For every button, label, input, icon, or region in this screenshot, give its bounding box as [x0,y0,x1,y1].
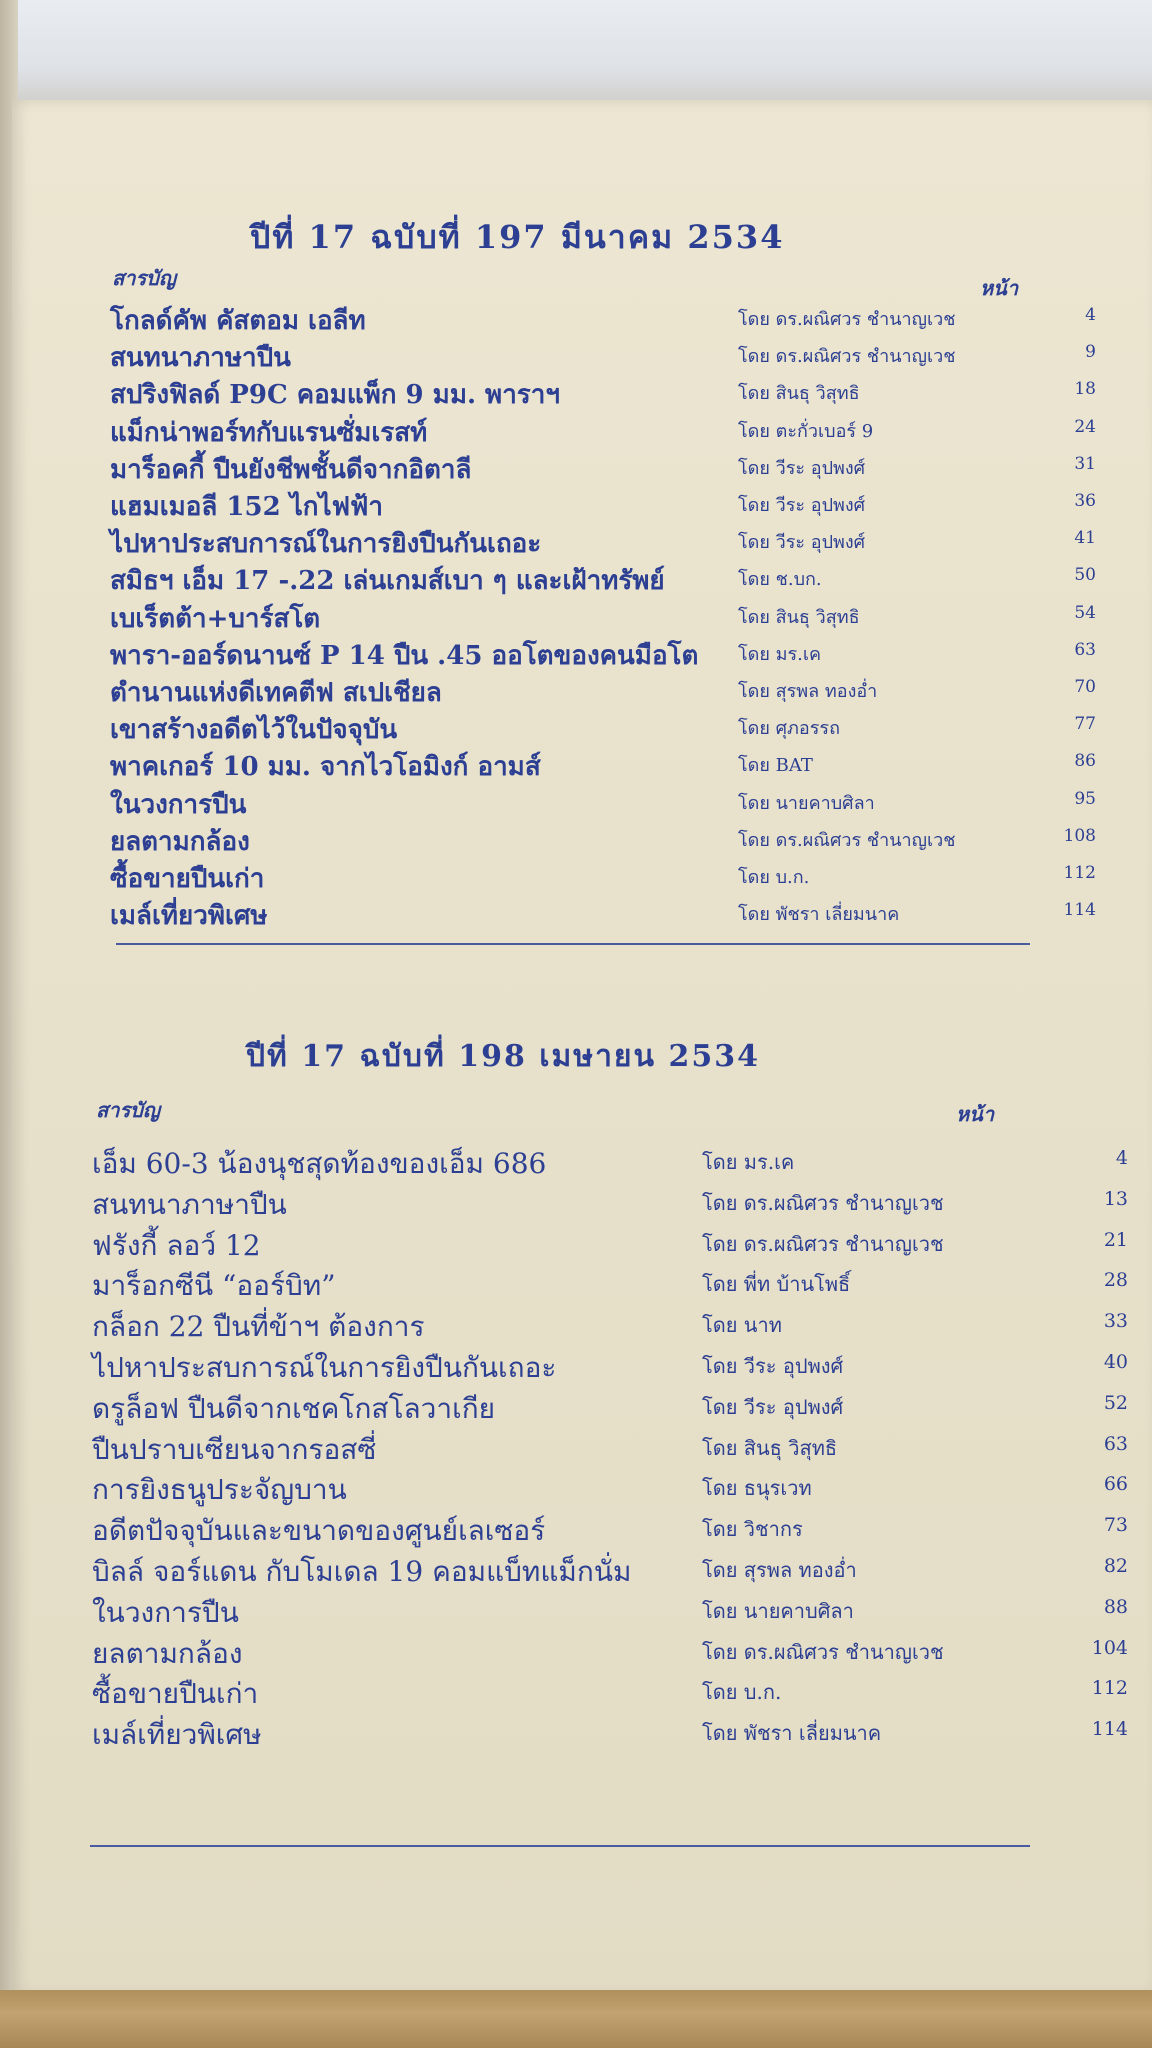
entry-page-number: 77 [1074,714,1096,735]
entry-title: อดีตปัจจุบันและขนาดของศูนย์เลเซอร์ [92,1514,546,1548]
entry-author: โดย วีระ อุปพงศ์ [702,1394,844,1419]
entry-author: โดย พัชรา เลี่ยมนาค [738,904,900,926]
entry-page-number: 114 [1091,1718,1128,1741]
entry-title: บิลล์ จอร์แดน กับโมเดล 19 คอมแบ็ทแม็กนั่ม [92,1555,632,1588]
entry-page-number: 24 [1074,416,1096,437]
entry-author: โดย วีระ อุปพงศ์ [738,457,866,479]
entry-author: โดย ธนุรเวท [702,1476,812,1501]
entry-author: โดย ดร.ผณิศวร ชำนาญเวช [738,829,956,851]
entry-title: ในวงการปืน [110,789,247,820]
entry-author: โดย วิชากร [702,1517,803,1542]
toc-entry [92,1142,1128,1180]
entry-page-number: 50 [1074,565,1096,586]
entry-author: โดย ช.บก. [738,569,822,591]
entry-author: โดย บ.ก. [738,867,810,888]
entry-title: สมิธฯ เอ็ม 17 -.22 เล่นเกมส์เบา ๆ และเฝ้าทรัพย์ [110,566,665,597]
toc-entry [92,1632,1128,1670]
toc-entry [110,635,1110,669]
entry-author: โดย สุรพล ทองอ่ำ [738,681,878,702]
toc-entry [110,858,1110,892]
toc-entry [110,523,1110,560]
entry-page-number: 82 [1103,1555,1128,1577]
entry-title: ในวงการปืน [92,1595,239,1629]
entry-page-number: 41 [1074,528,1096,549]
entry-page-number: 104 [1091,1636,1128,1659]
entry-page-number: 4 [1085,305,1096,325]
entry-page-number: 63 [1074,639,1096,660]
entry-author: โดย สินธุ วิสุทธิ [738,383,860,405]
entry-page-number: 114 [1063,900,1096,921]
section-divider [116,943,1030,945]
entry-title: ดรูล็อฟ ปืนดีจากเชคโกสโลวาเกีย [92,1391,496,1425]
toc-entry [92,1713,1128,1752]
entry-title: ฟรังกี้ ลอว์ 12 [92,1228,261,1262]
entry-page-number: 52 [1103,1391,1128,1414]
entry-page-number: 31 [1074,453,1096,474]
entry-title: เมล์เที่ยวพิเศษ [110,901,268,932]
entry-page-number: 66 [1103,1473,1128,1496]
toc-entry [110,560,1110,597]
issue-198-title: ปีที่ 17 ฉบับที่ 198 เมษายน 2534 [246,1039,760,1074]
entry-title: ตำนานแห่งดีเทคตีฟ สเปเชียล [110,678,442,708]
toc-entry [110,374,1110,411]
entry-title: มาร็อกซีนี “ออร์บิท” [92,1269,336,1303]
entry-title: มาร็อคกี้ ปืนยังชีพชั้นดีจากอิตาลี [110,454,472,485]
entry-title: ปืนปราบเซียนจากรอสซี่ [92,1432,377,1466]
toc-entry [110,709,1110,746]
toc-entry [92,1468,1128,1507]
entry-author: โดย บ.ก. [702,1680,782,1705]
toc-entry [92,1305,1128,1344]
toc-entry [110,895,1110,932]
toc-entry [110,486,1110,520]
entry-page-number: 70 [1074,677,1096,697]
entry-title: เมล์เที่ยวพิเศษ [92,1718,262,1752]
entry-title: ยลตามกล้อง [110,826,250,857]
entry-title: เบเร็ตต้า+บาร์สโต [110,603,321,634]
toc-entry [92,1264,1128,1303]
entry-page-number: 95 [1074,788,1096,809]
entry-author: โดย นายคาบศิลา [702,1598,854,1623]
entry-page-number: 108 [1063,825,1096,846]
entry-page-number: 112 [1091,1677,1128,1700]
entry-title: ไปหาประสบการณ์ในการยิงปืนกันเถอะ [92,1351,557,1384]
issue-198-page-label: หน้า [956,1102,995,1126]
toc-entry [110,821,1110,855]
entry-title: ซื้อขายปืนเก่า [92,1677,259,1711]
toc-entry [92,1224,1128,1262]
entry-page-number: 88 [1103,1595,1128,1618]
toc-entry [92,1509,1128,1548]
entry-page-number: 21 [1103,1228,1128,1251]
entry-author: โดย ดร.ผณิศวร ชำนาญเวช [738,309,956,330]
entry-page-number: 9 [1085,342,1096,363]
toc-entry [110,598,1110,632]
entry-author: โดย มร.เค [702,1150,795,1174]
entry-author: โดย วีระ อุปพงศ์ [738,495,866,516]
entry-author: โดย สุรพล ทองอ่ำ [702,1558,857,1582]
entry-page-number: 13 [1103,1187,1128,1210]
entry-author: โดย สินธุ วิสุทธิ [738,606,860,628]
entry-author: โดย พัชรา เลี่ยมนาค [702,1721,882,1746]
toc-entry [110,337,1110,374]
table-surface [0,1990,1152,2048]
entry-page-number: 63 [1103,1432,1128,1455]
entry-page-number: 86 [1074,751,1096,772]
entry-title: การยิงธนูประจัญบาน [92,1473,347,1507]
entry-page-number: 36 [1074,491,1096,511]
entry-author: โดย ดร.ผณิศวร ชำนาญเวช [738,346,956,368]
entry-title: แม็กน่าพอร์ทกับแรนซั่มเรสท์ [110,417,428,448]
issue-197-title: ปีที่ 17 ฉบับที่ 197 มีนาคม 2534 [250,218,785,256]
entry-title: ซื้อขายปืนเก่า [110,864,265,894]
entry-author: โดย นายคาบศิลา [738,792,875,814]
toc-entry [92,1183,1128,1221]
entry-page-number: 73 [1103,1514,1128,1537]
entry-author: โดย นาท [702,1313,782,1338]
entry-title: ยลตามกล้อง [92,1636,243,1670]
entry-title: เอ็ม 60-3 น้องนุชสุดท้องของเอ็ม 686 [92,1147,547,1180]
toc-entry [92,1672,1128,1711]
toc-entry [110,784,1110,818]
entry-title: พาคเกอร์ 10 มม. จากไวโอมิงก์ อามส์ [110,752,541,783]
entry-author: โดย สินธุ วิสุทธิ [702,1435,838,1460]
entry-author: โดย มร.เค [738,643,822,665]
entry-page-number: 33 [1103,1310,1128,1333]
entry-title: โกลด์คัพ คัสตอม เอลีท [110,306,366,336]
entry-author: โดย พี่ท บ้านโพธิ์ [702,1272,851,1297]
entry-title: สนทนาภาษาปืน [110,343,291,374]
entry-author: โดย วีระ อุปพงศ์ [702,1354,844,1378]
entry-title: สนทนาภาษาปืน [92,1187,287,1221]
entry-author: โดย ดร.ผณิศวร ชำนาญเวช [702,1190,944,1215]
entry-page-number: 18 [1074,379,1096,400]
issue-198-toc-label: สารบัญ [96,1098,160,1122]
toc-entry [110,449,1110,483]
entry-page-number: 28 [1103,1269,1128,1292]
toc-entry [92,1591,1128,1629]
bottom-rule [90,1845,1030,1847]
entry-title: ไปหาประสบการณ์ในการยิงปืนกันเถอะ [110,529,542,560]
entry-author: โดย BAT [738,755,813,777]
toc-entry [92,1550,1128,1588]
entry-title: กล็อก 22 ปืนที่ข้าฯ ต้องการ [92,1310,425,1344]
toc-entry [110,300,1110,334]
entry-page-number: 40 [1103,1351,1128,1373]
entry-title: แฮมเมอลี 152 ไกไฟฟ้า [110,492,384,522]
toc-entry [110,746,1110,783]
toc-entry [110,672,1110,706]
entry-page-number: 4 [1115,1147,1128,1169]
entry-title: พารา-ออร์ดนานซ์ P 14 ปืน .45 ออโตของคนมือโต [110,640,699,671]
issue-197-page-label: หน้า [980,276,1019,300]
entry-page-number: 112 [1063,863,1096,883]
toc-entry [110,412,1110,446]
issue-197-toc-label: สารบัญ [112,266,176,290]
entry-title: เขาสร้างอดีตไว้ในปัจจุบัน [110,715,398,746]
entry-page-number: 54 [1074,602,1096,623]
entry-author: โดย ตะกั่วเบอร์ 9 [738,420,874,442]
toc-entry [92,1346,1128,1384]
entry-title: สปริงฟิลด์ P9C คอมแพ็ก 9 มม. พาราฯ [110,380,560,411]
entry-author: โดย ศุภอรรถ [738,718,840,740]
toc-entry [92,1387,1128,1425]
entry-author: โดย ดร.ผณิศวร ชำนาญเวช [702,1639,944,1664]
entry-author: โดย วีระ อุปพงศ์ [738,532,866,554]
toc-entry [92,1428,1128,1466]
entry-author: โดย ดร.ผณิศวร ชำนาญเวช [702,1231,944,1256]
